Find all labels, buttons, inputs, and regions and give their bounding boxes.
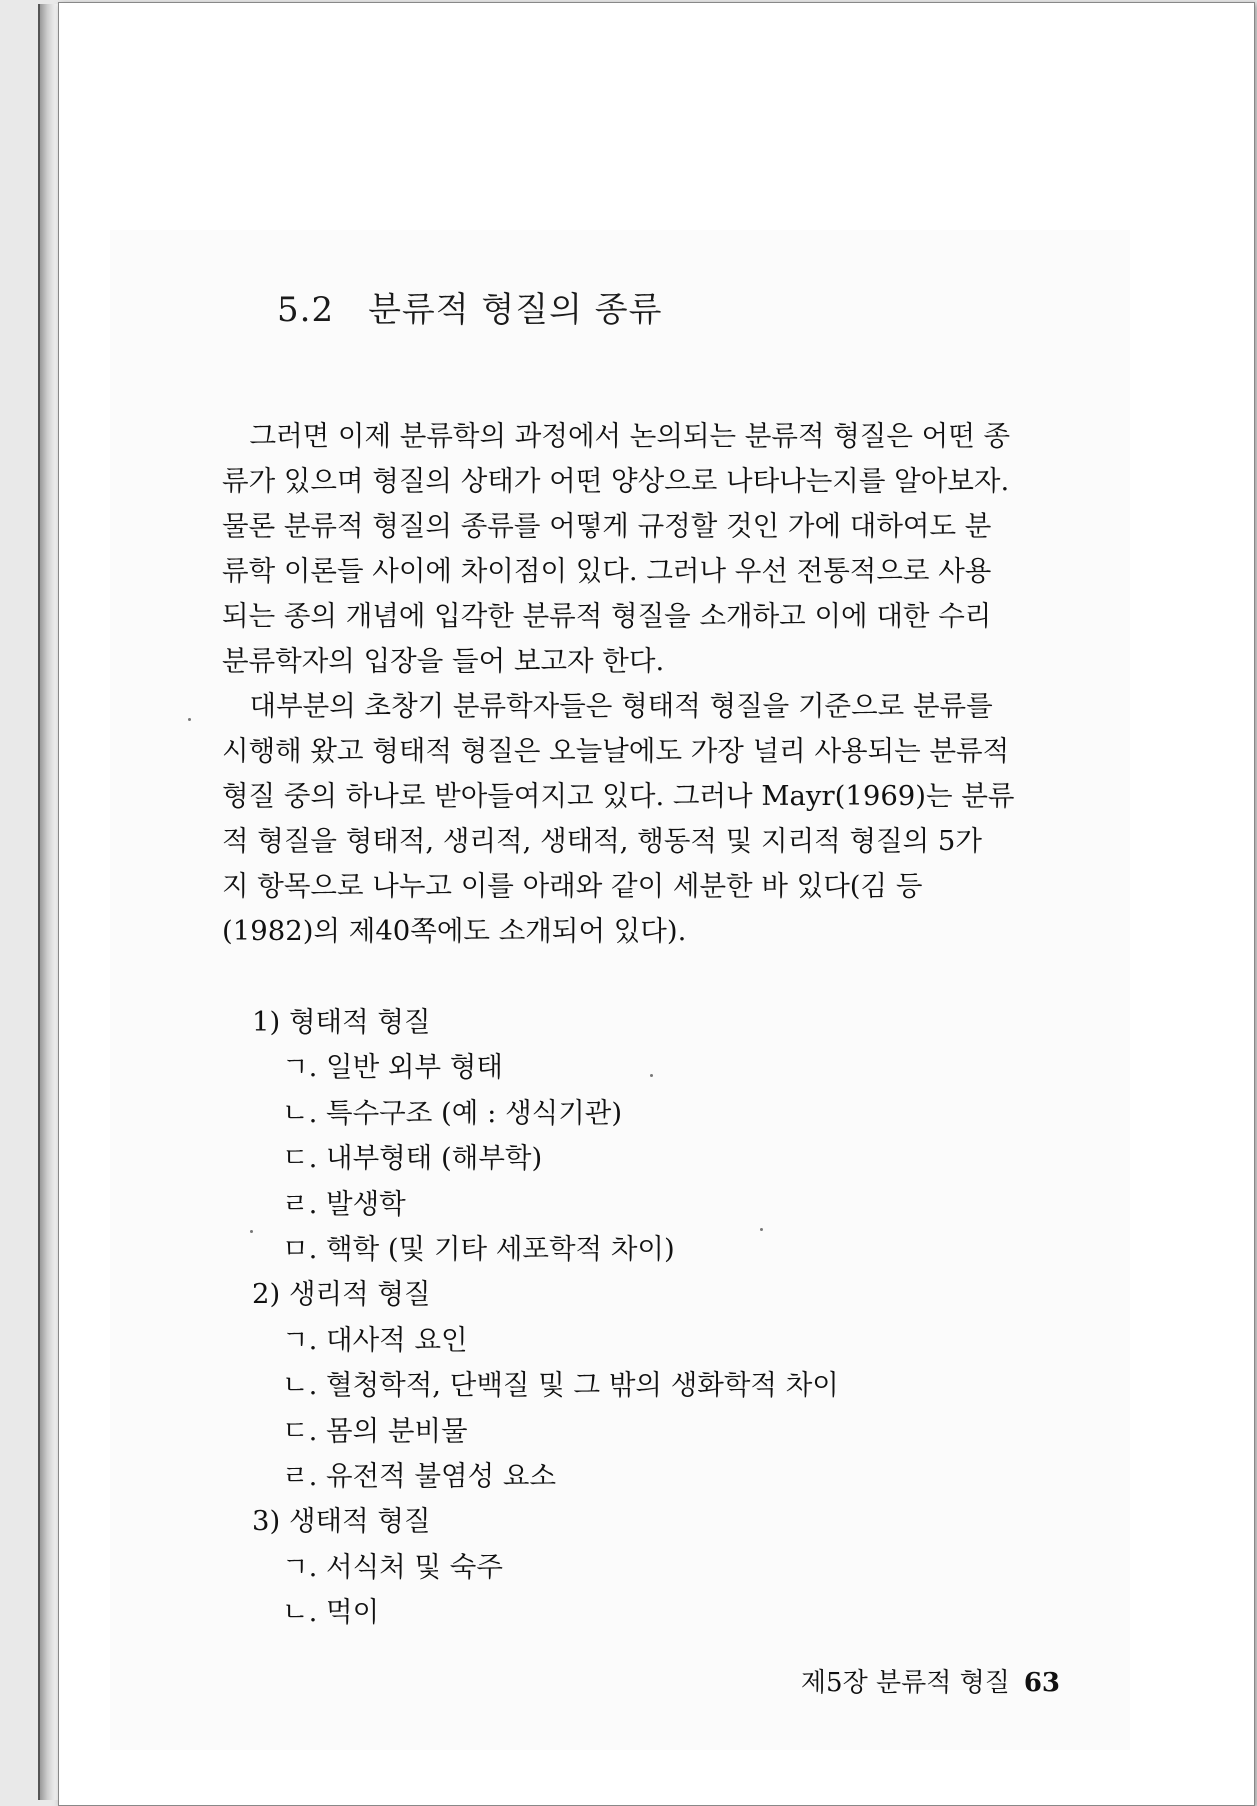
paragraph-line: 분류학자의 입장을 들어 보고자 한다.: [222, 645, 665, 677]
list-subitem: ㄴ. 먹이: [282, 1596, 380, 1629]
paragraph-line: 적 형질을 형태적, 생리적, 생태적, 행동적 및 지리적 형질의 5가: [222, 825, 982, 857]
paragraph-line: 물론 분류적 형질의 종류를 어떻게 규정할 것인 가에 대하여도 분: [222, 510, 992, 542]
paragraph-line: (1982)의 제40쪽에도 소개되어 있다).: [222, 915, 687, 947]
scan-speck: [760, 1228, 763, 1231]
scan-speck: [650, 1074, 653, 1077]
section-heading: [277, 282, 662, 331]
list-subitem: ㄷ. 몸의 분비물: [282, 1414, 468, 1447]
list-category: 2) 생리적 형질: [252, 1278, 431, 1311]
list-subitem: ㄹ. 유전적 불염성 요소: [282, 1459, 557, 1492]
list-subitem: ㄷ. 내부형태 (해부학): [282, 1142, 543, 1175]
section-title: 분류적 형질의 종류: [368, 290, 663, 330]
paragraph-line: 형질 중의 하나로 받아들여지고 있다. 그러나 Mayr(1969)는 분류: [222, 780, 1015, 812]
paragraph-2: [222, 684, 1082, 954]
running-title: 제5장 분류적 형질: [800, 1668, 1010, 1698]
paragraph-line: 류학 이론들 사이에 차이점이 있다. 그러나 우선 전통적으로 사용: [222, 555, 992, 587]
paragraph-line: 되는 종의 개념에 입각한 분류적 형질을 소개하고 이에 대한 수리: [222, 600, 992, 632]
list-category: 1) 형태적 형질: [252, 1006, 431, 1038]
list-subitem: ㄱ. 일반 외부 형태: [282, 1051, 503, 1084]
list-subitem: ㅁ. 핵학 (및 기타 세포학적 차이): [282, 1232, 675, 1265]
paragraph-1: [222, 414, 1082, 684]
page-footer: [760, 1662, 1060, 1699]
list-subitem: ㄱ. 서식처 및 숙주: [282, 1550, 503, 1583]
paragraph-line: 그러면 이제 분류학의 과정에서 논의되는 분류적 형질은 어떤 종: [222, 420, 1011, 452]
scan-speck: [188, 718, 191, 721]
scan-speck: [250, 1230, 253, 1233]
list-category: 3) 생태적 형질: [252, 1505, 431, 1538]
paragraph-line: 류가 있으며 형질의 상태가 어떤 양상으로 나타나는지를 알아보자.: [222, 465, 1010, 497]
paragraph-line: 대부분의 초창기 분류학자들은 형태적 형질을 기준으로 분류를: [222, 690, 993, 722]
list-subitem: ㄹ. 발생학: [282, 1187, 406, 1220]
paragraph-line: 시행해 왔고 형태적 형질은 오늘날에도 가장 널리 사용되는 분류적: [222, 735, 1010, 767]
list-subitem: ㄴ. 특수구조 (예 : 생식기관): [282, 1096, 623, 1129]
page-number: 63: [1023, 1668, 1060, 1698]
character-list: [252, 1000, 1052, 1635]
section-number: 5.2: [277, 290, 335, 330]
list-subitem: ㄴ. 혈청학적, 단백질 및 그 밖의 생화학적 차이: [282, 1369, 839, 1402]
list-subitem: ㄱ. 대사적 요인: [282, 1323, 468, 1356]
paragraph-line: 지 항목으로 나누고 이를 아래와 같이 세분한 바 있다(김 등: [222, 870, 923, 902]
